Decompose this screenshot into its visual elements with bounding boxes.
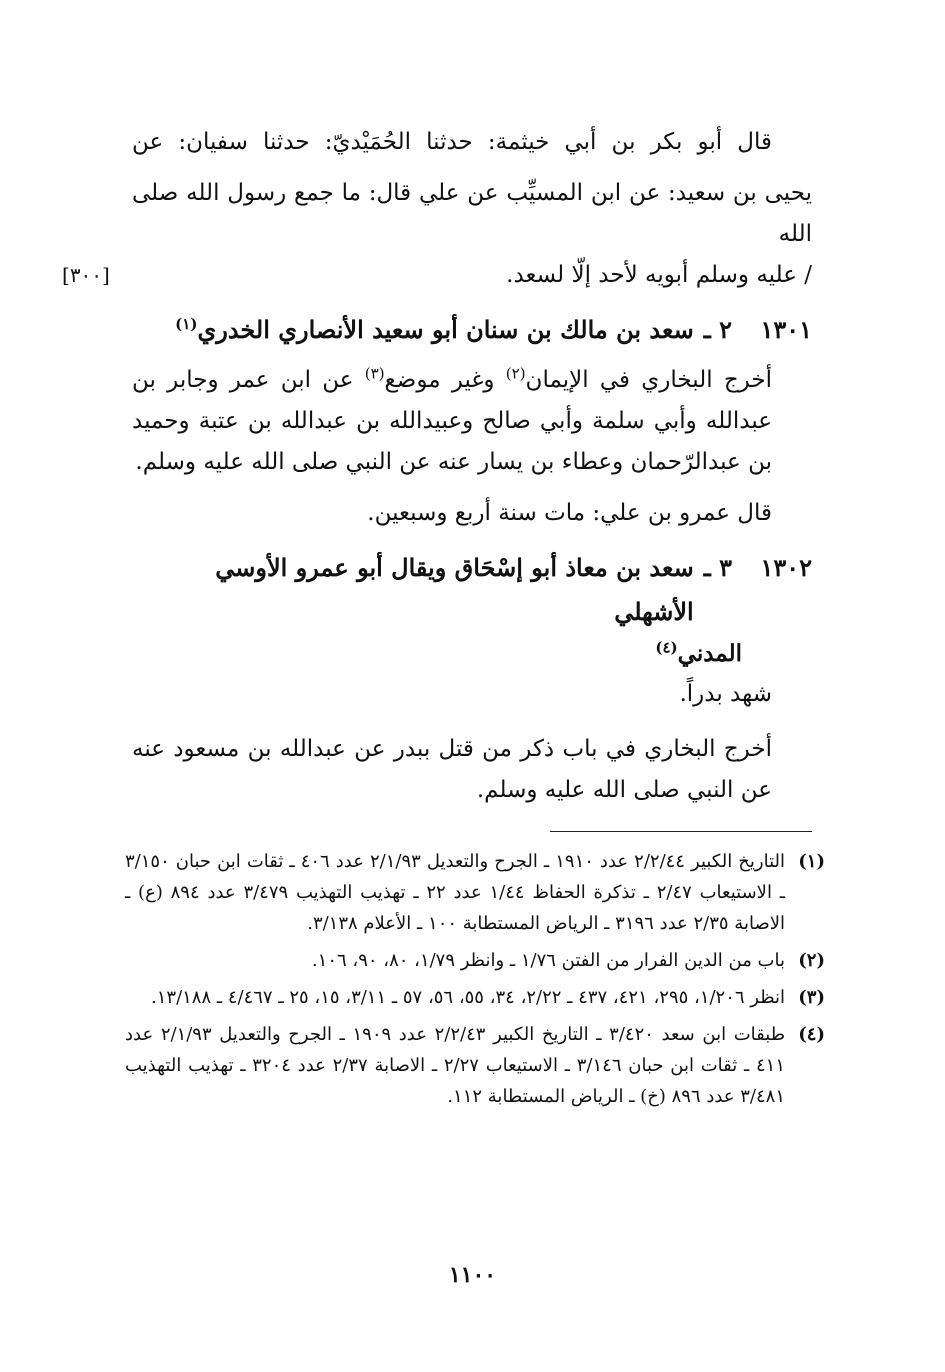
footnote-text: انظر ١/٢٠٦، ٢٩٥، ٤٢١، ٤٣٧ ـ ٢/٢٢، ٣٤، ٥٥، ٥٦، ٥٧ ـ ٣/١١، ١٥، ٢٥ ـ ٤/٤٦٧ ـ ١٣/١٨٨. (151, 987, 785, 1008)
footnote-4 (125, 1019, 825, 1112)
footnote-mark: (٤) (798, 1024, 825, 1045)
para2-part-b: وغير موضع (384, 367, 506, 393)
footnote-ref[interactable]: (١) (175, 315, 198, 333)
footnote-mark: (٢) (798, 950, 825, 971)
intro-paragraph-line-2 (132, 173, 812, 255)
entry-name-text: سعد بن مالك بن سنان أبو سعيد الأنصاري الخدري (197, 315, 694, 344)
para4-text: شهد بدراً. (679, 681, 772, 707)
intro-line-2: يحيى بن سعيد: عن ابن المسيِّب عن علي قال: ما جمع رسول الله صلى الله (132, 180, 812, 247)
entry-number: ١٣٠١ (760, 315, 812, 344)
paragraph-badr (132, 674, 812, 715)
intro-line-3: / عليه وسلم أبويه لأحد إلّا لسعد. (506, 262, 812, 288)
intro-line-1: قال أبو بكر بن أبي خيثمة: حدثنا الحُمَيْديّ: حدثنا سفيان: عن (132, 129, 772, 155)
para5-text: أخرج البخاري في باب ذكر من قتل ببدر عن عبدالله بن مسعود عنه عن النبي صلى الله عليه وسلم. (132, 736, 772, 803)
intro-line-3-wrap (62, 255, 812, 296)
paragraph-bukhari-2 (132, 729, 812, 811)
entry-1301 (132, 308, 812, 352)
footnote-mark: (٣) (798, 987, 825, 1008)
intro-paragraph (132, 122, 812, 163)
footnote-text: باب من الدين الفرار من الفتن ١/٧٦ ـ وانظر ١/٧٩، ٨٠، ٩٠، ١٠٦. (311, 950, 785, 971)
footnote-2 (125, 945, 825, 976)
paragraph-death (132, 493, 812, 534)
footnote-text: التاريخ الكبير ٢/٢/٤٤ عدد ١٩١٠ ـ الجرح والتعديل ٢/١/٩٣ عدد ٤٠٦ ـ ثقات ابن حبان ٣/١٥٠ ـ الاستيعاب ٢/٤٧ ـ تذكرة الحفاظ ١/٤٤ عدد ٢٢ ـ تهذيب التهذيب ٣/٤٧٩ عدد ٨٩٤ (ع) ـ الاصابة ٢/٣٥ عدد ٣١٩٦ ـ الرياض المستطابة ١٠٠ ـ الأعلام ٣/١٣٨. (125, 851, 785, 934)
footnote-3 (125, 982, 825, 1013)
footnote-ref[interactable]: (٣) (364, 364, 385, 383)
entry-name: سعد بن معاذ أبو إسْحَاق ويقال أبو عمرو الأوسي الأشهلي (215, 553, 694, 626)
page-number: ١١٠٠ (448, 1262, 497, 1288)
paragraph-bukhari-1 (132, 360, 812, 483)
entry-name-continuation (132, 634, 742, 674)
footnotes (125, 846, 825, 1118)
entry-sub-number: ٣ ـ (703, 553, 732, 582)
footnote-divider (550, 831, 812, 832)
entry-sub-number: ٢ ـ (703, 315, 732, 344)
footnote-text: طبقات ابن سعد ٣/٤٢٠ ـ التاريخ الكبير ٢/٢/٤٣ عدد ١٩٠٩ ـ الجرح والتعديل ٢/١/٩٣ عدد ٤١١ ـ ثقات ابن حبان ٣/١٤٦ ـ الاستيعاب ٢/٢٧ ـ الاصابة ٢/٣٧ عدد ٣٢٠٤ ـ تهذيب التهذيب ٣/٤٨١ عدد ٨٩٦ (خ) ـ الرياض المستطابة ١١٢. (125, 1024, 786, 1107)
footnote-1 (125, 846, 825, 939)
intro-paragraph-line-3 (132, 255, 812, 296)
para2-part-a: أخرج البخاري في الإيمان (525, 367, 772, 393)
entry-name-cont-text: المدني (677, 640, 742, 667)
main-text (62, 122, 812, 811)
entry-number: ١٣٠٢ (760, 553, 812, 582)
para2-part-c: عن ابن عمر وجابر بن عبدالله وأبي سلمة وأبي صالح وعبيدالله بن عبدالله بن عتبة وحميد بن عبدالرّحمان وعطاء بن يسار عنه عن النبي صلى الله عليه وسلم. (132, 367, 772, 475)
entry-1302 (132, 546, 812, 634)
footnote-mark: (١) (798, 851, 825, 872)
footnote-ref[interactable]: (٤) (655, 638, 678, 657)
entry-name (132, 308, 694, 352)
para3-text: قال عمرو بن علي: مات سنة أربع وسبعين. (367, 500, 772, 526)
margin-reference: [٣٠٠] (62, 263, 110, 287)
footnote-ref[interactable]: (٢) (505, 364, 526, 383)
